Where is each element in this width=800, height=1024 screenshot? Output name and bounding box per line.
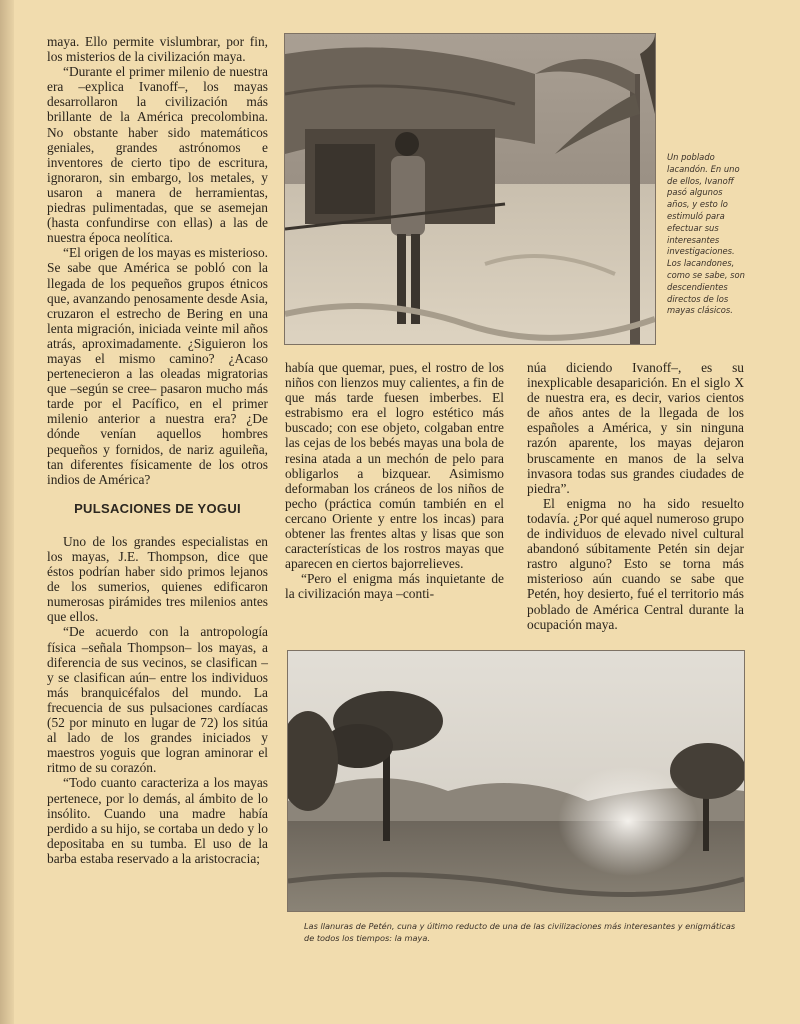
article-paragraph: Uno de los grandes especialistas en los mayas, J.E. Thompson, dice que éstos podrían haber sido primos lejanos de los sumerios, quienes edificaron numerosas pirámides tres milenios antes que ellos. [47, 533, 268, 625]
photo-peten-plains [287, 650, 745, 912]
photo-lacandon-village [284, 33, 656, 345]
photo-caption-top: Un poblado lacandón. En uno de ellos, Ivanoff pasó algunos años, y esto lo estimuló para efectuar sus interesantes investigaciones. Los lacandones, como se sabe, son descendientes directos de los mayas clásicos. [667, 152, 745, 316]
article-paragraph: “El origen de los mayas es misterioso. Se sabe que América se pobló con la llegada de los pequeños grupos étnicos que, avanzando penosamente desde Asia, cruzaron el estrecho de Bering en una lenta migración, iniciada veinte mil años atrás, aproximadamente. ¿Siguieron los mayas el mismo camino? ¿Acaso pertenecieron a las oleadas migratorias que –según se cree– pasaron mucho más tarde por el Pacífico, en el primer milenio anterior a nuestra era? ¿De dónde venían aquellos hombres pequeños y fornidos, de nariz aguileña, tan diferentes físicamente de los otros indios de América? [47, 245, 268, 487]
photo-caption-bottom: Las llanuras de Petén, cuna y último reducto de una de las civilizaciones más interesantes y enigmáticas de todos los tiempos: la maya. [304, 921, 736, 943]
page-binding-edge [0, 0, 14, 1024]
article-paragraph: había que quemar, pues, el rostro de los niños con lienzos muy calientes, a fin de que más tarde fuesen imberbes. El estrabismo era el logro estético más buscado; con ese objeto, colgaban entre las cejas de los bebés mayas una bola de resina atada a un mechón de pelo para obligarlos a bizquear. Asimismo deformaban los cráneos de los niños de pecho (práctica común también en el cercano Oriente y entre los incas) para obtener las frentes altas y lisas que son características de los rostros mayas que aparecen en ciertos bajorrelieves. [285, 360, 504, 572]
article-paragraph: “Pero el enigma más inquietante de la civilización maya –conti- [285, 571, 504, 602]
article-paragraph: “Todo cuanto caracteriza a los mayas pertenece, por lo demás, al ámbito de lo insólito. Cuando una madre había perdido a su hijo, se cortaba un dedo y lo depositaba en su tumba. El uso de la barba estaba reservado a la aristocracia; [47, 775, 268, 866]
article-paragraph: “Durante el primer milenio de nuestra era –explica Ivanoff–, los mayas desarrollaron la civilización más brillante de la América precolombina. No obstante haber sido matemáticos geniales, grandes astrónomos e inventores de cierto tipo de escritura, ignoraron, sin embargo, los metales, y usaron a manera de herramientas, piedras pulimentadas, que se asemejan (hasta confundirse con ellas) a las de nuestra época neolítica. [47, 64, 268, 246]
photo-village-illustration [285, 34, 655, 344]
photo-plains-illustration [288, 651, 744, 911]
article-paragraph: “De acuerdo con la antropología física –señala Thompson– los mayas, a diferencia de sus vecinos, se clasifican –y se clasifican aún– entre los individuos más branquicéfalos del mundo. La frecuencia de sus pulsaciones cardíacas (52 por minuto en lugar de 72) los sitúa al lado de los grandes iniciados y maestros yoguis que logran aminorar el ritmo de su corazón. [47, 624, 268, 776]
article-column-2 [285, 360, 504, 602]
article-column-3 [527, 360, 744, 632]
section-heading: PULSACIONES DE YOGUI [74, 500, 241, 516]
article-column-1 [47, 34, 268, 866]
article-paragraph: El enigma no ha sido resuelto todavía. ¿Por qué aquel numeroso grupo de individuos de elevado nivel cultural abandonó súbitamente Petén sin dejar rastro alguno? Esto se torna más misterioso aún cuando se sabe que Petén, hoy desierto, fué el territorio más poblado de América Central durante la ocupación maya. [527, 495, 744, 632]
article-paragraph: maya. Ello permite vislumbrar, por fin, los misterios de la civilización maya. [47, 34, 268, 65]
article-paragraph: núa diciendo Ivanoff–, es su inexplicable desaparición. En el siglo X de nuestra era, es decir, varios cientos de años antes de la llegada de los españoles a América, y sin ninguna razón aparente, los mayas dejaron bruscamente en manos de la selva invasora todas sus grandes ciudades de piedra”. [527, 360, 744, 496]
